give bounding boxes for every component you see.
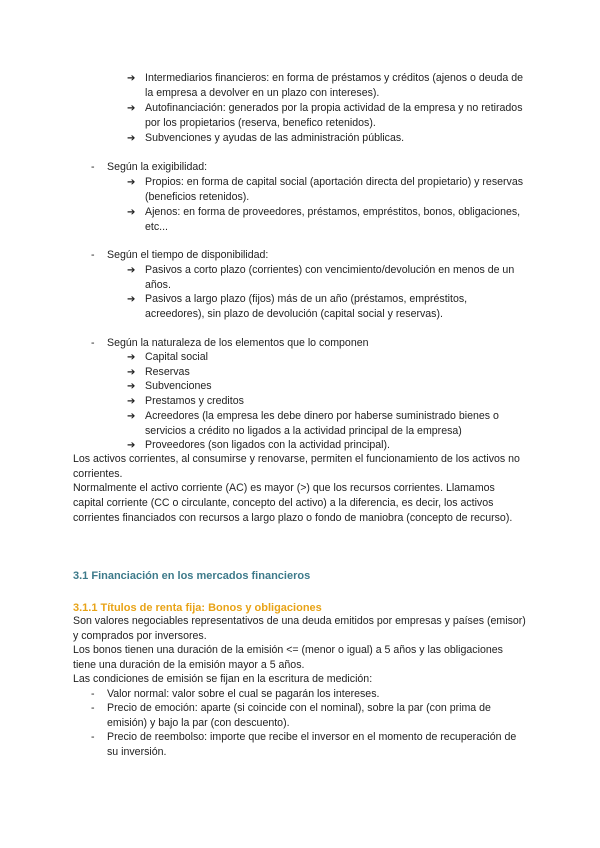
section-heading: 3.1 Financiación en los mercados financieros xyxy=(73,570,311,582)
arrow-icon: ➔ xyxy=(127,440,136,451)
list-item-text: Autofinanciación: generados por la propia actividad de la empresa y no retirados por los propietarios (reserva, benefico retenidos). xyxy=(145,102,523,129)
list-item xyxy=(127,438,525,453)
list-heading xyxy=(91,336,527,351)
list-item-text: Valor normal: valor sobre el cual se pagarán los intereses. xyxy=(107,688,380,700)
dash-bullet: - xyxy=(91,731,95,743)
arrow-icon: ➔ xyxy=(127,396,136,407)
list-item-text: Intermediarios financieros: en forma de préstamos y créditos (ajenos o deuda de la empresa a devolver en un plazo con intereses). xyxy=(145,72,524,99)
dash-bullet: - xyxy=(91,702,95,714)
list-heading-text: Según la naturaleza de los elementos que lo componen xyxy=(107,337,369,349)
list-item-text: Acreedores (la empresa les debe dinero por haberse suministrado bienes o servicios a crédito no ligados a la actividad principal de la empresa) xyxy=(145,410,499,437)
list-item-text: Pasivos a largo plazo (fijos) más de un año (préstamos, empréstitos, acreedores), sin plazo de devolución (capital social y reservas). xyxy=(145,293,468,320)
list-item-text: Subvenciones xyxy=(145,380,212,392)
list-item xyxy=(91,730,527,760)
list-item-text: Prestamos y creditos xyxy=(145,395,244,407)
list-item xyxy=(127,263,525,293)
dash-bullet: - xyxy=(91,337,95,349)
list-item xyxy=(91,687,527,702)
list-item-text: Subvenciones y ayudas de las administración públicas. xyxy=(145,132,405,144)
arrow-icon: ➔ xyxy=(127,133,136,144)
dash-bullet: - xyxy=(91,161,95,173)
list-item xyxy=(127,350,525,365)
subsection-heading: 3.1.1 Títulos de renta fija: Bonos y obligaciones xyxy=(73,602,322,614)
list-heading-text: Según el tiempo de disponibilidad: xyxy=(107,249,269,261)
list-item-text: Propios: en forma de capital social (aportación directa del propietario) y reservas (beneficios retenidos). xyxy=(145,176,524,203)
list-item-text: Capital social xyxy=(145,351,209,363)
arrow-icon: ➔ xyxy=(127,367,136,378)
list-item xyxy=(127,365,525,380)
list-item xyxy=(127,292,525,322)
arrow-icon: ➔ xyxy=(127,103,136,114)
list-item xyxy=(127,175,525,205)
list-item-text: Reservas xyxy=(145,366,190,378)
paragraph: Son valores negociables representativos de una deuda emitidos por empresas y países (emisor) y comprados por inversores. xyxy=(73,615,526,642)
list-item xyxy=(127,101,525,131)
arrow-icon: ➔ xyxy=(127,73,136,84)
arrow-icon: ➔ xyxy=(127,411,136,422)
list-item xyxy=(127,71,525,101)
arrow-icon: ➔ xyxy=(127,294,136,305)
list-item xyxy=(127,409,525,439)
arrow-icon: ➔ xyxy=(127,265,136,276)
list-item xyxy=(127,205,525,235)
paragraph: Los bonos tienen una duración de la emisión <= (menor o igual) a 5 años y las obligaciones tiene una duración de la emisión mayor a 5 años. xyxy=(73,644,503,671)
list-item-text: Precio de emoción: aparte (si coincide con el nominal), sobre la par (con prima de emisión) y bajo la par (con descuento). xyxy=(107,702,491,729)
list-item-text: Ajenos: en forma de proveedores, préstamos, empréstitos, bonos, obligaciones, etc... xyxy=(145,206,521,233)
list-item xyxy=(127,131,525,146)
list-item xyxy=(127,394,525,409)
list-item-text: Pasivos a corto plazo (corrientes) con vencimiento/devolución en menos de un años. xyxy=(145,264,515,291)
list-heading xyxy=(91,160,527,175)
list-heading-text: Según la exigibilidad: xyxy=(107,161,208,173)
list-heading xyxy=(91,248,527,263)
paragraph: Normalmente el activo corriente (AC) es mayor (>) que los recursos corrientes. Llamamos capital corriente (CC o circulante, concepto del activo) a la diferencia, es decir, los activos corrientes financiados con recursos a largo plazo o fondo de maniobra (concepto de recurso). xyxy=(73,482,513,524)
paragraph: Las condiciones de emisión se fijan en la escritura de medición: xyxy=(73,673,373,685)
list-item xyxy=(127,379,525,394)
list-item-text: Proveedores (son ligados con la actividad principal). xyxy=(145,439,390,451)
arrow-icon: ➔ xyxy=(127,381,136,392)
arrow-icon: ➔ xyxy=(127,207,136,218)
arrow-icon: ➔ xyxy=(127,177,136,188)
list-item xyxy=(91,701,527,731)
paragraph: Los activos corrientes, al consumirse y renovarse, permiten el funcionamiento de los activos no corrientes. xyxy=(73,453,520,480)
list-item-text: Precio de reembolso: importe que recibe el inversor en el momento de recuperación de su inversión. xyxy=(107,731,517,758)
dash-bullet: - xyxy=(91,249,95,261)
dash-bullet: - xyxy=(91,688,95,700)
arrow-icon: ➔ xyxy=(127,352,136,363)
